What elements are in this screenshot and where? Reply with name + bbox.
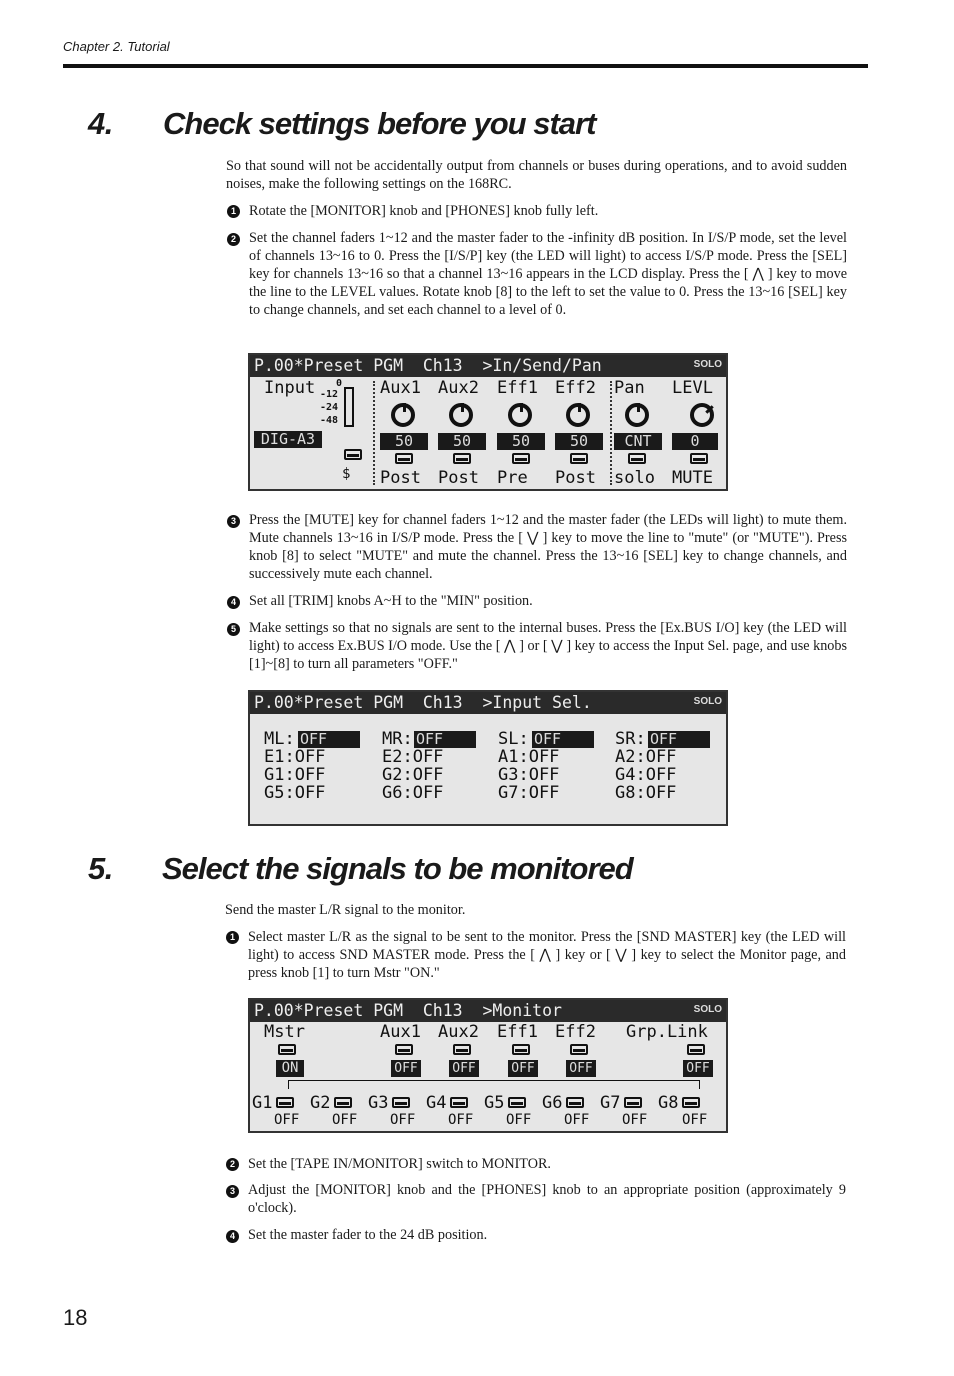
meter-scale-12: -12 <box>320 389 339 400</box>
group-g1-label: G1 <box>252 1093 273 1113</box>
bus-a2: A2:OFF <box>615 747 677 767</box>
level-knob-icon <box>690 403 714 427</box>
aux2-switch-icon <box>453 1044 471 1055</box>
group-g2-switch-icon <box>334 1097 352 1108</box>
col-grp-link: Grp.Link <box>626 1022 708 1042</box>
eff2-switch-icon <box>570 453 588 464</box>
eff1-switch-icon <box>512 1044 530 1055</box>
group-g6-switch-icon <box>566 1097 584 1108</box>
step-text: Select master L/R as the signal to be sent to the monitor. Press the [SND MASTER] key (the LED will light) to access SND MASTER mode. Press the [ ⋀ ] key or [ ⋁ ] key to select the Monitor page, and press knob [1] to turn Mstr "ON." <box>248 929 846 981</box>
input-value: DIG-A3 <box>254 431 322 448</box>
group-g1-value: OFF <box>274 1112 300 1128</box>
group-g1-switch-icon <box>276 1097 294 1108</box>
eff2-knob-icon <box>566 403 590 427</box>
col-levl: LEVL <box>672 378 713 398</box>
aux1-switch-icon <box>395 1044 413 1055</box>
col-pan: Pan <box>614 378 645 398</box>
divider-line <box>373 381 375 485</box>
step-text: Set the [TAPE IN/MONITOR] switch to MONITOR. <box>248 1156 551 1172</box>
aux2-knob-icon <box>449 403 473 427</box>
step-bullet-2: 2 <box>226 1158 239 1171</box>
section-5-title: Select the signals to be monitored <box>162 851 633 886</box>
mr-value: OFF <box>414 731 476 748</box>
step-text: Press the [MUTE] key for channel faders 1~12 and the master fader (the LEDs will light) to mute them. Mute channels 13~16 in I/S/P mode. Press the [ ⋁ ] key to move the line to "mute" (or "MUTE"). Press knob [8] to select "MUTE" and mute the channel. Press the 13~16 [SEL] key to change channels, and successively mute each channel. <box>249 512 847 582</box>
step-bullet-5: 5 <box>227 623 240 636</box>
mstr-switch-icon <box>278 1044 296 1055</box>
bus-g7: G7:OFF <box>498 783 560 803</box>
step-text: Rotate the [MONITOR] knob and [PHONES] knob fully left. <box>249 203 599 219</box>
group-g4-value: OFF <box>448 1112 474 1128</box>
aux1-value: OFF <box>391 1060 421 1077</box>
eff1-mode: Pre <box>497 468 528 488</box>
bus-g5: G5:OFF <box>264 783 326 803</box>
input-switch-icon <box>344 449 362 460</box>
step-bullet-3: 3 <box>226 1185 239 1198</box>
grp-link-value: OFF <box>683 1060 713 1077</box>
group-g5-label: G5 <box>484 1093 505 1113</box>
section-5-number: 5. <box>88 851 113 886</box>
solo-switch-icon <box>628 453 646 464</box>
lcd-header: P.00*Preset PGM Ch13 >In/Send/Pan SOLO <box>250 355 726 377</box>
eff2-value: 50 <box>555 433 603 450</box>
bus-g3: G3:OFF <box>498 765 560 785</box>
col-aux2: Aux2 <box>438 1022 479 1042</box>
page-number: 18 <box>63 1305 88 1330</box>
mstr-value: ON <box>276 1060 304 1077</box>
lcd-input-sel <box>248 690 728 826</box>
level-meter <box>344 387 354 427</box>
group-g2-label: G2 <box>310 1093 331 1113</box>
col-aux1: Aux1 <box>380 378 421 398</box>
eff1-knob-icon <box>508 403 532 427</box>
bus-g4: G4:OFF <box>615 765 677 785</box>
aux2-switch-icon <box>453 453 471 464</box>
sl-value: OFF <box>532 731 594 748</box>
col-eff2: Eff2 <box>555 1022 596 1042</box>
step-bullet-3: 3 <box>227 515 240 528</box>
group-g4-label: G4 <box>426 1093 447 1113</box>
group-bracket <box>288 1080 700 1089</box>
group-g7-label: G7 <box>600 1093 621 1113</box>
group-g8-switch-icon <box>682 1097 700 1108</box>
bus-g1: G1:OFF <box>264 765 326 785</box>
lcd-in-send-pan <box>248 353 728 491</box>
section-5-intro: Send the master L/R signal to the monitor. <box>225 902 466 918</box>
group-g5-switch-icon <box>508 1097 526 1108</box>
step-text: Make settings so that no signals are sent to the internal buses. Press the [Ex.BUS I/O] key (the LED will light) to access Ex.BUS I/O mode. Use the [ ⋀ ] or [ ⋁ ] key to access the Input Sel. page, and use knobs [1]~[8] to turn all parameters "OFF." <box>249 620 847 672</box>
aux2-value: 50 <box>438 433 486 450</box>
step-bullet-1: 1 <box>227 205 240 218</box>
section-4-number: 4. <box>88 106 113 141</box>
mr-label: MR: <box>382 729 413 749</box>
pan-value: CNT <box>614 433 662 450</box>
group-g3-switch-icon <box>392 1097 410 1108</box>
meter-scale-48: -48 <box>320 415 339 426</box>
aux1-value: 50 <box>380 433 428 450</box>
group-g5-value: OFF <box>506 1112 532 1128</box>
eff1-value: OFF <box>508 1060 538 1077</box>
sl-label: SL: <box>498 729 529 749</box>
step-text: Adjust the [MONITOR] knob and the [PHONES] knob to an appropriate position (approximately 9 o'clock). <box>248 1182 846 1216</box>
bus-a1: A1:OFF <box>498 747 560 767</box>
step-bullet-4: 4 <box>226 1230 239 1243</box>
group-g3-label: G3 <box>368 1093 389 1113</box>
group-g6-label: G6 <box>542 1093 563 1113</box>
group-g8-label: G8 <box>658 1093 679 1113</box>
bus-e1: E1:OFF <box>264 747 326 767</box>
level-value: 0 <box>672 433 718 450</box>
divider-line <box>610 381 612 485</box>
aux1-switch-icon <box>395 453 413 464</box>
group-g3-value: OFF <box>390 1112 416 1128</box>
aux2-mode: Post <box>438 468 479 488</box>
col-eff2: Eff2 <box>555 378 596 398</box>
col-eff1: Eff1 <box>497 378 538 398</box>
aux1-mode: Post <box>380 468 421 488</box>
step-text: Set all [TRIM] knobs A~H to the "MIN" position. <box>249 593 533 609</box>
input-label: Input <box>264 378 316 398</box>
phase-icon: $ <box>342 466 351 482</box>
chapter-header: Chapter 2. Tutorial <box>63 39 170 54</box>
ml-label: ML: <box>264 729 295 749</box>
step-text: Set the master fader to the 24 dB position. <box>248 1227 488 1243</box>
sr-value: OFF <box>648 731 710 748</box>
meter-scale-0: 0 <box>336 378 343 389</box>
step-bullet-1: 1 <box>226 931 239 944</box>
bus-g6: G6:OFF <box>382 783 444 803</box>
group-g2-value: OFF <box>332 1112 358 1128</box>
section-4-title: Check settings before you start <box>163 106 596 141</box>
eff1-switch-icon <box>512 453 530 464</box>
section-4-intro: So that sound will not be accidentally output from channels or buses during operations, and to avoid sudden noises, make the following settings on the 168RC. <box>226 158 847 192</box>
pan-mode: solo <box>614 468 655 488</box>
lcd-monitor <box>248 998 728 1133</box>
pan-knob-icon <box>625 403 649 427</box>
solo-indicator: SOLO <box>693 359 722 370</box>
col-mstr: Mstr <box>264 1022 305 1042</box>
aux2-value: OFF <box>449 1060 479 1077</box>
group-g6-value: OFF <box>564 1112 590 1128</box>
step-bullet-2: 2 <box>227 233 240 246</box>
bus-g8: G8:OFF <box>615 783 677 803</box>
mute-switch-icon <box>690 453 708 464</box>
eff2-switch-icon <box>570 1044 588 1055</box>
step-text: Set the channel faders 1~12 and the master fader to the -infinity dB position. In I/S/P mode, set the level of channels 13~16 to 0. Press the [I/S/P] key (the LED will light) to access I/S/P mode. Press the [SEL] key for channels 13~16 so that a channel 13~16 appears in the LCD display. Press the [ ⋀ ] key to move the line to the LEVEL values. Rotate knob [8] to the left to set the value to 0. Press the 13~16 [SEL] key to change channels, and set each channel to a level of 0. <box>249 230 847 318</box>
solo-indicator: SOLO <box>693 696 722 707</box>
solo-indicator: SOLO <box>693 1004 722 1015</box>
col-eff1: Eff1 <box>497 1022 538 1042</box>
group-g7-value: OFF <box>622 1112 648 1128</box>
eff1-value: 50 <box>497 433 545 450</box>
bus-g2: G2:OFF <box>382 765 444 785</box>
grp-link-switch-icon <box>687 1044 705 1055</box>
step-bullet-4: 4 <box>227 596 240 609</box>
meter-scale-24: -24 <box>320 402 339 413</box>
aux1-knob-icon <box>391 403 415 427</box>
eff2-mode: Post <box>555 468 596 488</box>
group-g7-switch-icon <box>624 1097 642 1108</box>
group-g4-switch-icon <box>450 1097 468 1108</box>
lcd-header: P.00*Preset PGM Ch13 >Input Sel. SOLO <box>250 692 726 714</box>
group-g8-value: OFF <box>682 1112 708 1128</box>
bus-e2: E2:OFF <box>382 747 444 767</box>
header-rule <box>63 64 868 68</box>
col-aux1: Aux1 <box>380 1022 421 1042</box>
sr-label: SR: <box>615 729 646 749</box>
col-aux2: Aux2 <box>438 378 479 398</box>
level-mode: MUTE <box>672 468 713 488</box>
eff2-value: OFF <box>566 1060 596 1077</box>
lcd-header: P.00*Preset PGM Ch13 >Monitor SOLO <box>250 1000 726 1022</box>
ml-value: OFF <box>298 731 360 748</box>
